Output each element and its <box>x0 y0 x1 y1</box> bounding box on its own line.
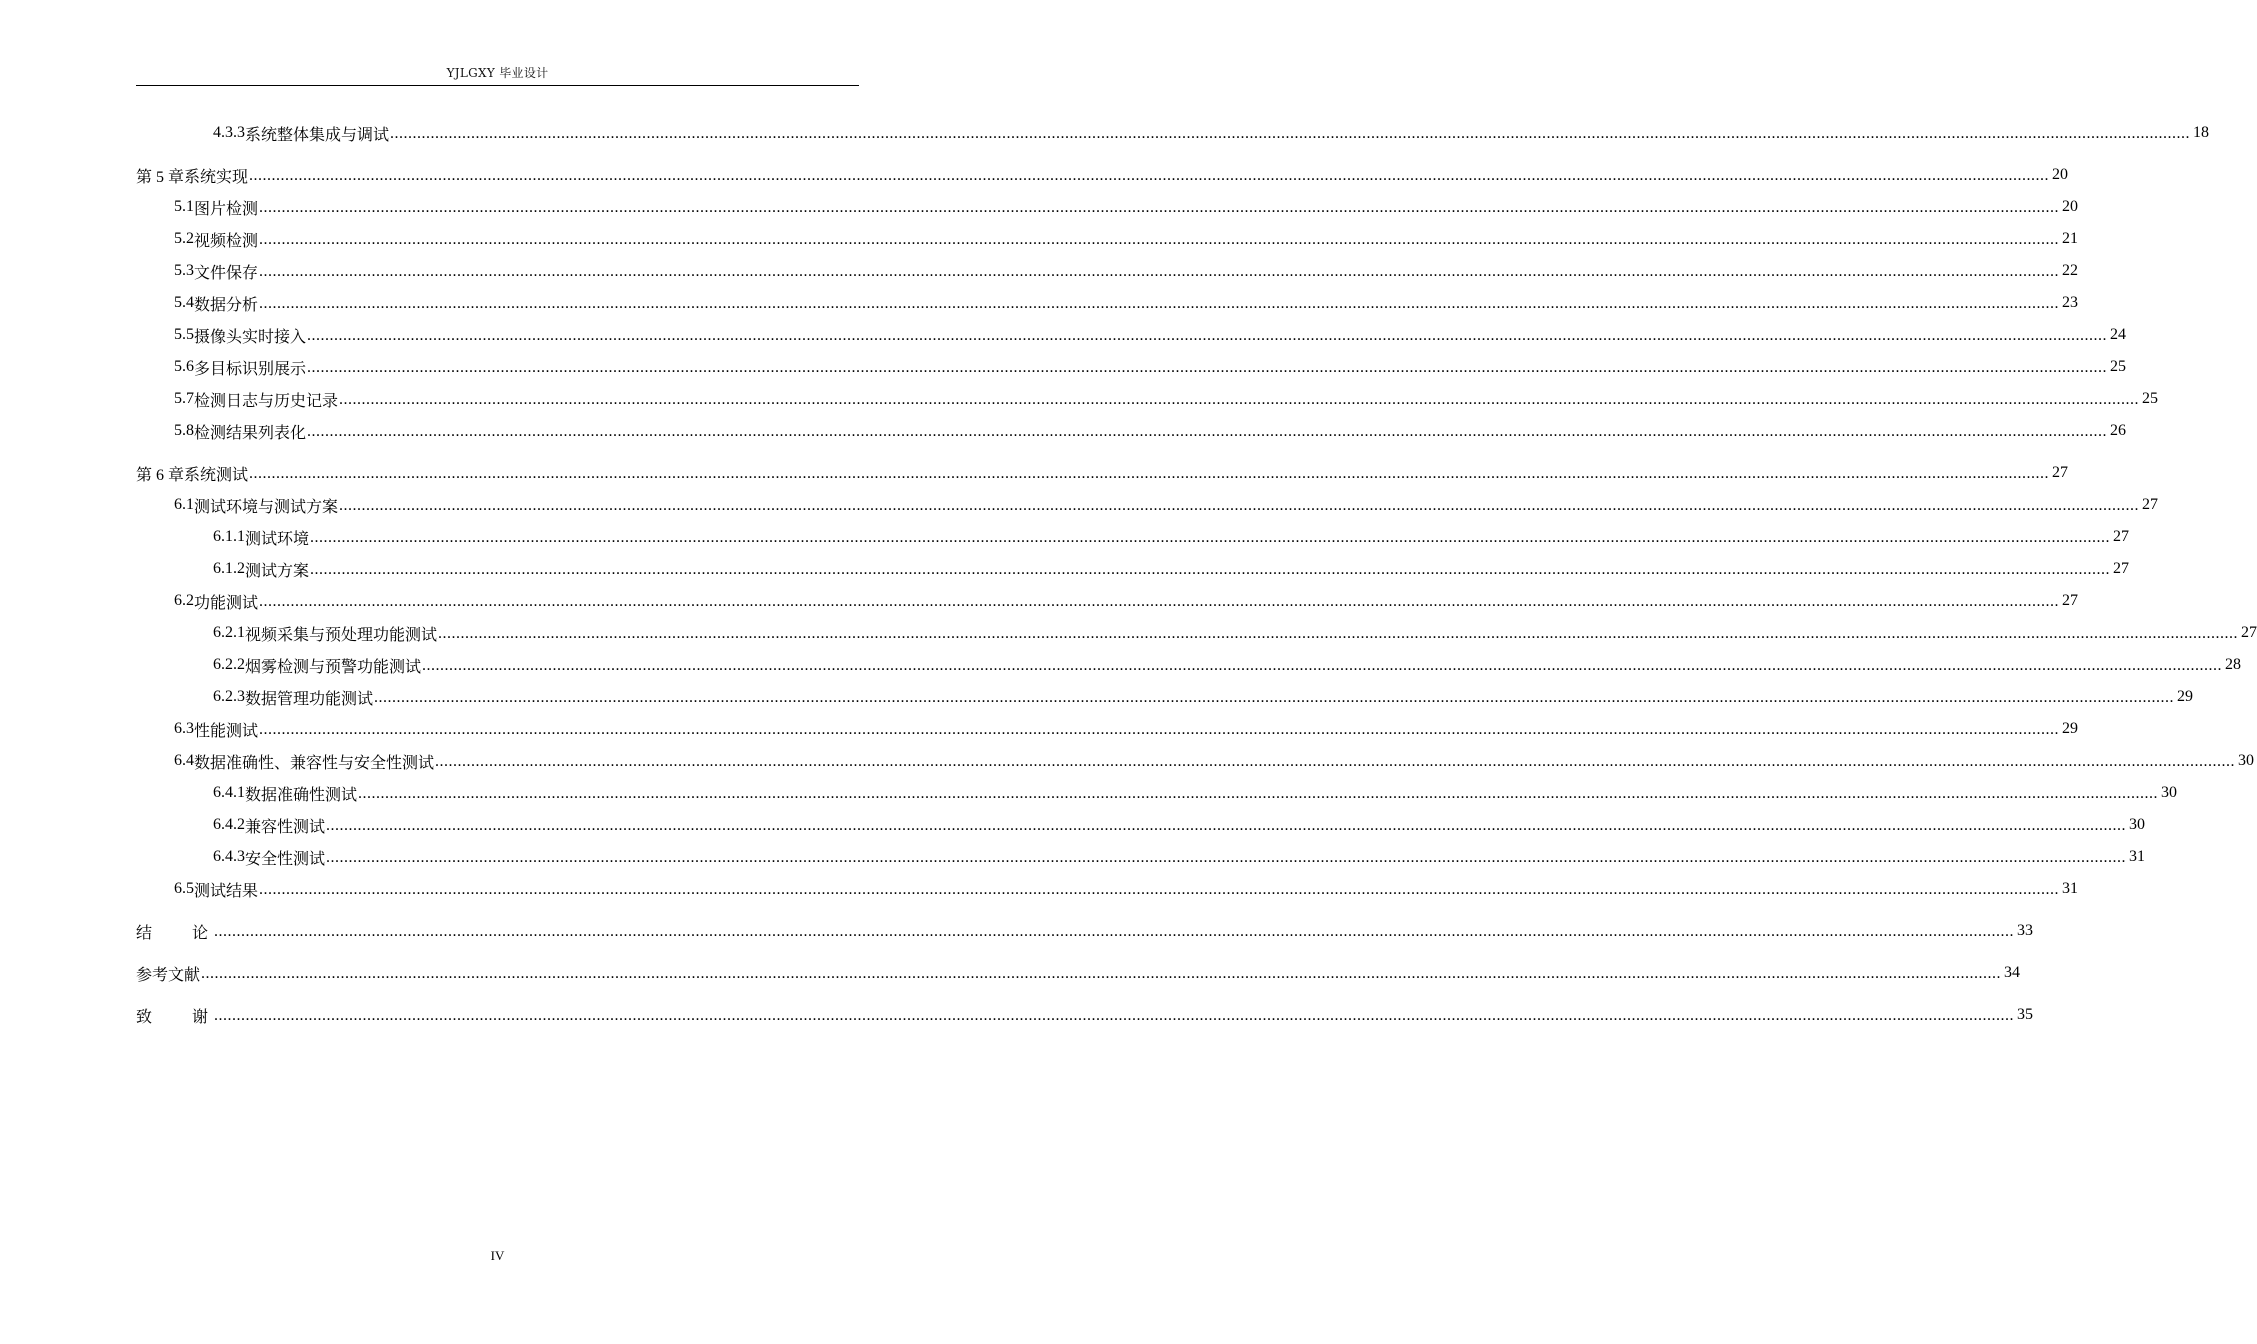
toc-entry-number: 第 5 章 <box>136 168 185 186</box>
toc-entry[interactable] <box>136 777 2178 809</box>
dot-leader: ................................................................................................................................................................................................................................................................................................................................................................................................................ <box>259 593 2060 610</box>
toc-entry-title: 兼容性测试 <box>245 816 326 836</box>
table-of-contents <box>136 117 2257 1031</box>
toc-entry[interactable] <box>136 809 2146 841</box>
toc-entry-number: 5.7 <box>174 390 194 407</box>
toc-entry-title: 数据管理功能测试 <box>245 688 374 708</box>
toc-entry-title: 摄像头实时接入 <box>194 326 307 346</box>
toc-entry-title: 视频采集与预处理功能测试 <box>245 624 438 644</box>
toc-entry-number: 6.2.2 <box>213 656 245 673</box>
toc-entry[interactable] <box>136 957 2021 989</box>
toc-entry-number: 第 6 章 <box>136 466 185 484</box>
toc-entry[interactable] <box>136 713 2079 745</box>
toc-entry-page: 28 <box>2225 656 2242 673</box>
toc-entry-number: 5.1 <box>174 198 194 215</box>
dot-leader: ................................................................................................................................................................................................................................................................................................................................................................................................................ <box>435 753 2236 770</box>
toc-entry[interactable] <box>136 521 2130 553</box>
toc-entry-number: 6.3 <box>174 720 194 737</box>
toc-entry-title: 测试结果 <box>194 880 259 900</box>
toc-entry[interactable] <box>136 415 2127 447</box>
dot-leader: ................................................................................................................................................................................................................................................................................................................................................................................................................ <box>310 561 2111 578</box>
toc-entry[interactable] <box>136 915 2033 947</box>
toc-entry-page: 27 <box>2113 528 2130 545</box>
dot-leader: ................................................................................................................................................................................................................................................................................................................................................................................................................ <box>259 295 2060 312</box>
toc-entry[interactable] <box>136 841 2146 873</box>
toc-entry-page: 30 <box>2161 784 2178 801</box>
header-rule <box>136 85 859 86</box>
dot-leader: ................................................................................................................................................................................................................................................................................................................................................................................................................ <box>249 167 2050 184</box>
toc-entry-page: 29 <box>2177 688 2194 705</box>
toc-entry[interactable] <box>136 999 2033 1031</box>
dot-leader: ................................................................................................................................................................................................................................................................................................................................................................................................................ <box>259 881 2060 898</box>
toc-entry[interactable] <box>136 255 2079 287</box>
dot-leader: ................................................................................................................................................................................................................................................................................................................................................................................................................ <box>310 529 2111 546</box>
page-number: IV <box>490 1248 505 1263</box>
toc-entry[interactable] <box>136 681 2194 713</box>
toc-entry-title: 数据准确性测试 <box>245 784 358 804</box>
dot-leader: ................................................................................................................................................................................................................................................................................................................................................................................................................ <box>307 327 2108 344</box>
toc-entry-title: 数据分析 <box>194 294 259 314</box>
toc-entry-title: 测试环境 <box>245 528 310 548</box>
toc-entry-number: 6.1.1 <box>213 528 245 545</box>
toc-entry-page: 30 <box>2129 816 2146 833</box>
toc-entry-title: 烟雾检测与预警功能测试 <box>245 656 422 676</box>
dot-leader: ................................................................................................................................................................................................................................................................................................................................................................................................................ <box>374 689 2175 706</box>
toc-entry-number: 6.4 <box>174 752 194 769</box>
dot-leader: ................................................................................................................................................................................................................................................................................................................................................................................................................ <box>339 497 2140 514</box>
dot-leader: ................................................................................................................................................................................................................................................................................................................................................................................................................ <box>390 125 2191 142</box>
toc-entry-page: 25 <box>2142 390 2159 407</box>
dot-leader: ................................................................................................................................................................................................................................................................................................................................................................................................................ <box>259 231 2060 248</box>
toc-entry[interactable] <box>136 873 2079 905</box>
toc-entry-page: 27 <box>2142 496 2159 513</box>
toc-entry[interactable] <box>136 617 2257 649</box>
toc-entry-title: 功能测试 <box>194 592 259 612</box>
toc-entry-number: 6.5 <box>174 880 194 897</box>
dot-leader: ................................................................................................................................................................................................................................................................................................................................................................................................................ <box>358 785 2159 802</box>
dot-leader: ................................................................................................................................................................................................................................................................................................................................................................................................................ <box>326 849 2127 866</box>
toc-entry-page: 24 <box>2110 326 2127 343</box>
toc-entry-title: 数据准确性、兼容性与安全性测试 <box>194 752 435 772</box>
toc-entry-title: 文件保存 <box>194 262 259 282</box>
toc-entry-number: 6.4.2 <box>213 816 245 833</box>
dot-leader: ................................................................................................................................................................................................................................................................................................................................................................................................................ <box>339 391 2140 408</box>
toc-entry-page: 30 <box>2238 752 2255 769</box>
dot-leader: ................................................................................................................................................................................................................................................................................................................................................................................................................ <box>214 1007 2014 1024</box>
toc-entry[interactable] <box>136 319 2127 351</box>
toc-entry-page: 29 <box>2062 720 2079 737</box>
toc-entry[interactable] <box>136 351 2127 383</box>
toc-entry-page: 18 <box>2193 124 2210 141</box>
dot-leader: ................................................................................................................................................................................................................................................................................................................................................................................................................ <box>438 625 2239 642</box>
toc-entry[interactable] <box>136 117 2210 149</box>
toc-entry-page: 22 <box>2062 262 2079 279</box>
toc-entry[interactable] <box>136 223 2079 255</box>
dot-leader: ................................................................................................................................................................................................................................................................................................................................................................................................................ <box>259 721 2060 738</box>
toc-entry-page: 35 <box>2017 1006 2033 1023</box>
toc-entry[interactable] <box>136 649 2242 681</box>
toc-entry-page: 31 <box>2062 880 2079 897</box>
toc-entry-page: 25 <box>2110 358 2127 375</box>
toc-entry-page: 23 <box>2062 294 2079 311</box>
toc-entry-page: 20 <box>2052 166 2069 183</box>
toc-entry-title: 致谢 <box>136 1006 249 1026</box>
toc-entry-page: 27 <box>2241 624 2257 641</box>
page-header: YJLGXY 毕业设计 <box>446 66 549 80</box>
toc-entry-title: 系统实现 <box>184 166 249 186</box>
toc-entry-number: 5.6 <box>174 358 194 375</box>
dot-leader: ................................................................................................................................................................................................................................................................................................................................................................................................................ <box>214 923 2014 940</box>
toc-entry[interactable] <box>136 585 2079 617</box>
dot-leader: ................................................................................................................................................................................................................................................................................................................................................................................................................ <box>422 657 2223 674</box>
toc-entry-number: 5.4 <box>174 294 194 311</box>
toc-entry-title: 性能测试 <box>194 720 259 740</box>
dot-leader: ................................................................................................................................................................................................................................................................................................................................................................................................................ <box>307 359 2108 376</box>
toc-entry-page: 33 <box>2017 922 2033 939</box>
toc-entry-number: 5.3 <box>174 262 194 279</box>
toc-entry[interactable] <box>136 287 2079 319</box>
toc-entry-number: 6.1 <box>174 496 194 513</box>
dot-leader: ................................................................................................................................................................................................................................................................................................................................................................................................................ <box>307 423 2108 440</box>
toc-entry-number: 6.2 <box>174 592 194 609</box>
toc-entry-title: 参考文献 <box>136 964 201 984</box>
toc-entry-title: 系统整体集成与调试 <box>245 124 390 144</box>
toc-entry-number: 5.8 <box>174 422 194 439</box>
dot-leader: ................................................................................................................................................................................................................................................................................................................................................................................................................ <box>249 465 2050 482</box>
toc-entry-number: 4.3.3 <box>213 124 245 141</box>
toc-entry[interactable] <box>136 745 2255 777</box>
toc-entry-number: 6.2.3 <box>213 688 245 705</box>
toc-entry-page: 21 <box>2062 230 2079 247</box>
toc-entry-title: 多目标识别展示 <box>194 358 307 378</box>
toc-entry[interactable] <box>136 553 2130 585</box>
dot-leader: ................................................................................................................................................................................................................................................................................................................................................................................................................ <box>326 817 2127 834</box>
toc-entry-page: 27 <box>2052 464 2069 481</box>
toc-entry-title: 检测结果列表化 <box>194 422 307 442</box>
toc-entry-number: 6.1.2 <box>213 560 245 577</box>
toc-entry-title: 测试环境与测试方案 <box>194 496 339 516</box>
toc-entry-title: 测试方案 <box>245 560 310 580</box>
toc-entry-title: 安全性测试 <box>245 848 326 868</box>
toc-entry-page: 27 <box>2113 560 2130 577</box>
toc-entry[interactable] <box>136 383 2159 415</box>
toc-entry[interactable] <box>136 159 2069 191</box>
toc-entry-title: 图片检测 <box>194 198 259 218</box>
dot-leader: ................................................................................................................................................................................................................................................................................................................................................................................................................ <box>259 263 2060 280</box>
toc-entry-title: 系统测试 <box>184 464 249 484</box>
toc-entry-title: 视频检测 <box>194 230 259 250</box>
toc-entry[interactable] <box>136 457 2069 489</box>
toc-entry-page: 34 <box>2004 964 2021 981</box>
toc-entry-page: 26 <box>2110 422 2127 439</box>
toc-entry-number: 6.4.3 <box>213 848 245 865</box>
toc-entry[interactable] <box>136 489 2159 521</box>
toc-entry-number: 6.4.1 <box>213 784 245 801</box>
toc-entry-number: 6.2.1 <box>213 624 245 641</box>
toc-entry-title: 检测日志与历史记录 <box>194 390 339 410</box>
toc-entry-title: 结论 <box>136 922 249 942</box>
dot-leader: ................................................................................................................................................................................................................................................................................................................................................................................................................ <box>201 965 2002 982</box>
toc-entry-number: 5.5 <box>174 326 194 343</box>
toc-entry-page: 27 <box>2062 592 2079 609</box>
toc-entry-page: 20 <box>2062 198 2079 215</box>
toc-entry-number: 5.2 <box>174 230 194 247</box>
toc-entry-page: 31 <box>2129 848 2146 865</box>
dot-leader: ................................................................................................................................................................................................................................................................................................................................................................................................................ <box>259 199 2060 216</box>
toc-entry[interactable] <box>136 191 2079 223</box>
